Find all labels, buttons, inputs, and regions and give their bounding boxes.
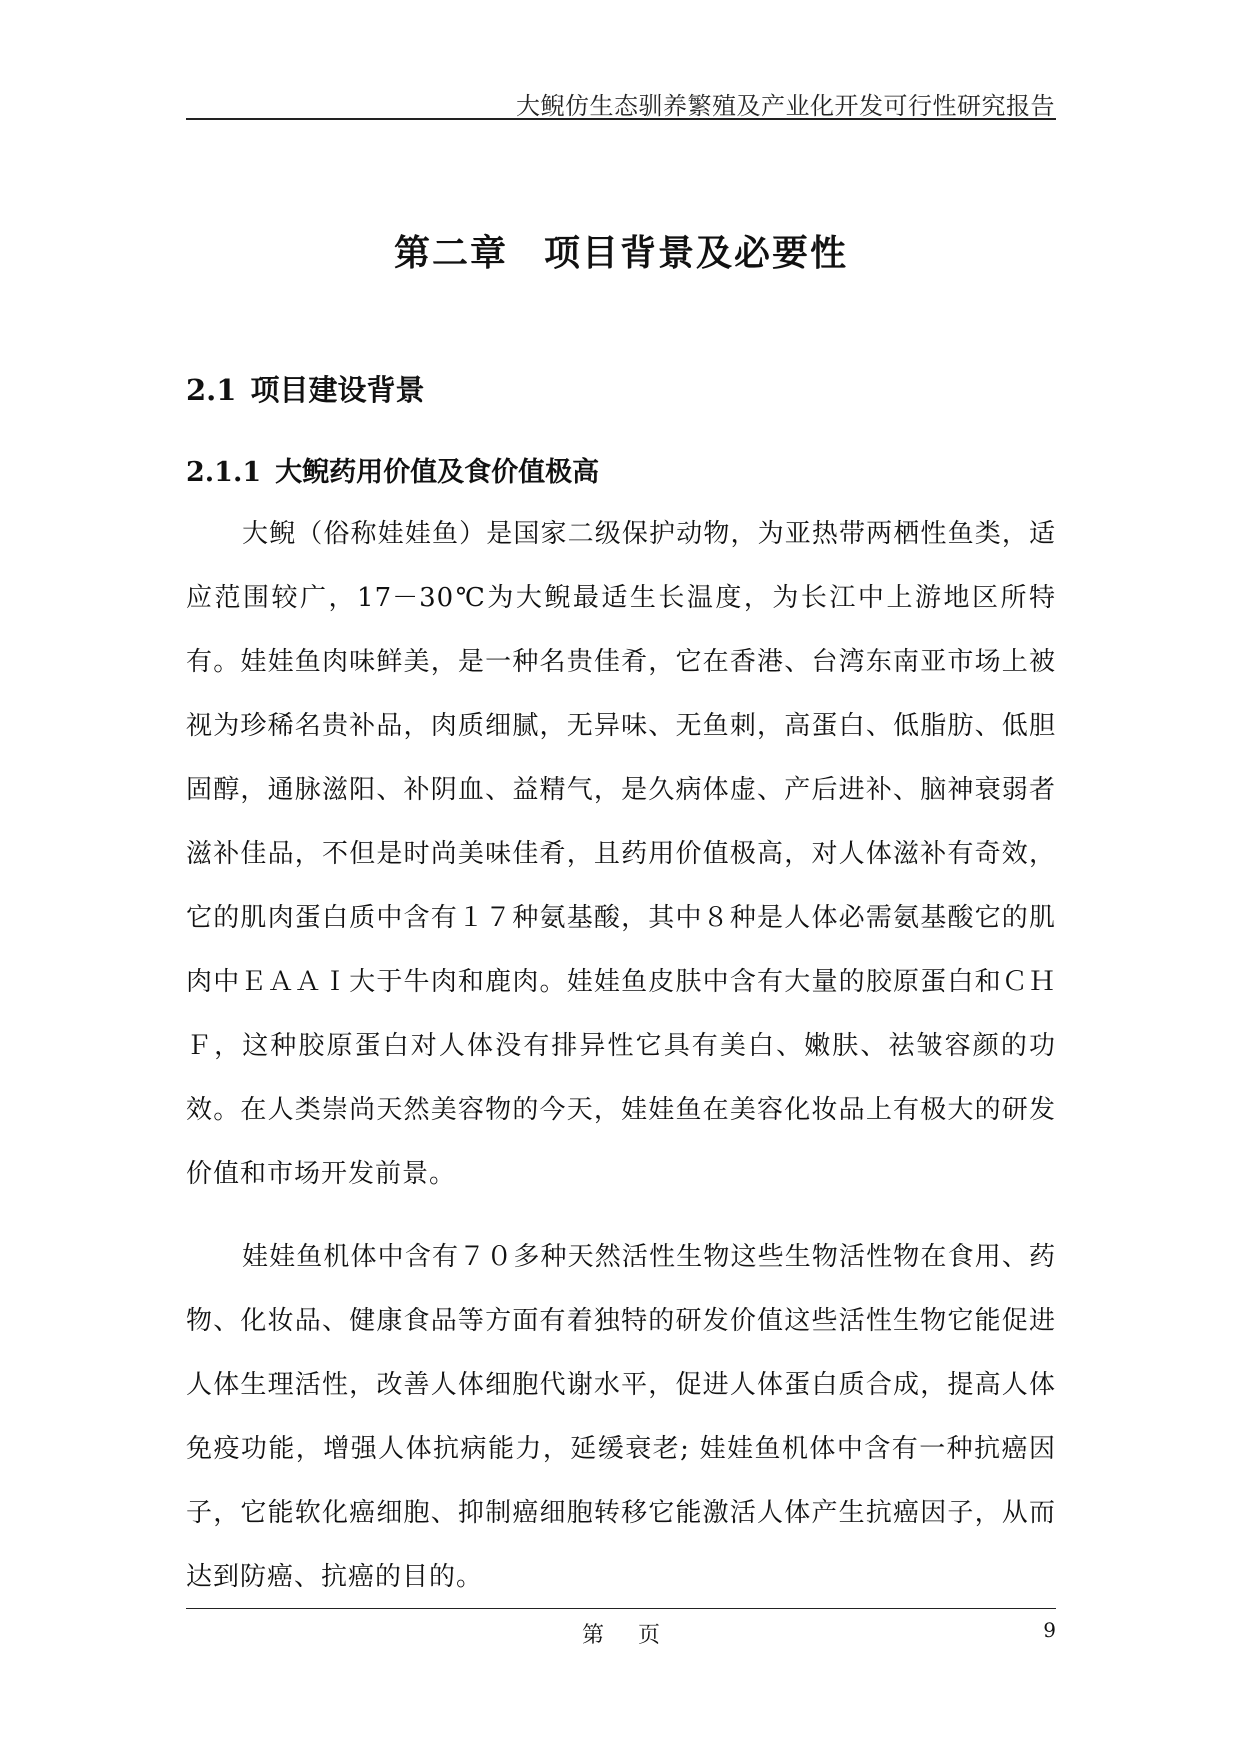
page-label — [186, 1618, 1056, 1649]
subsection-title: 大鲵药用价值及食价值极高 — [275, 457, 600, 488]
running-header-title: 大鲵仿生态驯养繁殖及产业化开发可行性研究报告 — [516, 92, 1055, 120]
chapter-title: 项目背景及必要性 — [544, 232, 849, 274]
header-divider — [186, 118, 1056, 120]
subsection-heading — [186, 450, 599, 489]
body-paragraph: 大鲵（俗称娃娃鱼）是国家二级保护动物，为亚热带两栖性鱼类，适应范围较广，17－30℃为大鲵最适生长温度，为长江中上游地区所特有。娃娃鱼肉味鲜美，是一种名贵佳肴，它在香港、台湾东南亚市场上被视为珍稀名贵补品，肉质细腻，无异味、无鱼刺，高蛋白、低脂肪、低胆固醇，通脉滋阳、补阴血、益精气，是久病体虚、产后进补、脑神衰弱者滋补佳品，不但是时尚美味佳肴，且药用价值极高，对人体滋补有奇效，它的肌肉蛋白质中含有１７种氨基酸，其中８种是人体必需氨基酸它的肌肉中ＥＡＡＩ大于牛肉和鹿肉。娃娃鱼皮肤中含有大量的胶原蛋白和ＣＨＦ，这种胶原蛋白对人体没有排异性它具有美白、嫩肤、祛皱容颜的功效。在人类崇尚天然美容物的今天，娃娃鱼在美容化妆品上有极大的研发价值和市场开发前景。 — [186, 519, 1056, 1189]
body-paragraph: 娃娃鱼机体中含有７０多种天然活性生物这些生物活性物在食用、药物、化妆品、健康食品等方面有着独特的研发价值这些活性生物它能促进人体生理活性，改善人体细胞代谢水平，促进人体蛋白质合成，提高人体免疫功能，增强人体抗病能力，延缓衰老; 娃娃鱼机体中含有一种抗癌因子，它能软化癌细胞、抑制癌细胞转移它能激活人体产生抗癌因子，从而达到防癌、抗癌的目的。 — [186, 1242, 1056, 1592]
section-heading — [186, 368, 424, 409]
section-title: 项目建设背景 — [250, 373, 425, 407]
section-number: 2.1 — [186, 373, 237, 407]
page-label-left: 第 — [581, 1623, 604, 1648]
subsection-number: 2.1.1 — [186, 457, 262, 488]
chapter-heading — [186, 225, 1056, 276]
page-number: 9 — [1043, 1618, 1056, 1642]
page-label-right: 页 — [638, 1623, 661, 1648]
footer-divider — [186, 1608, 1056, 1609]
chapter-label: 第二章 — [393, 232, 508, 274]
